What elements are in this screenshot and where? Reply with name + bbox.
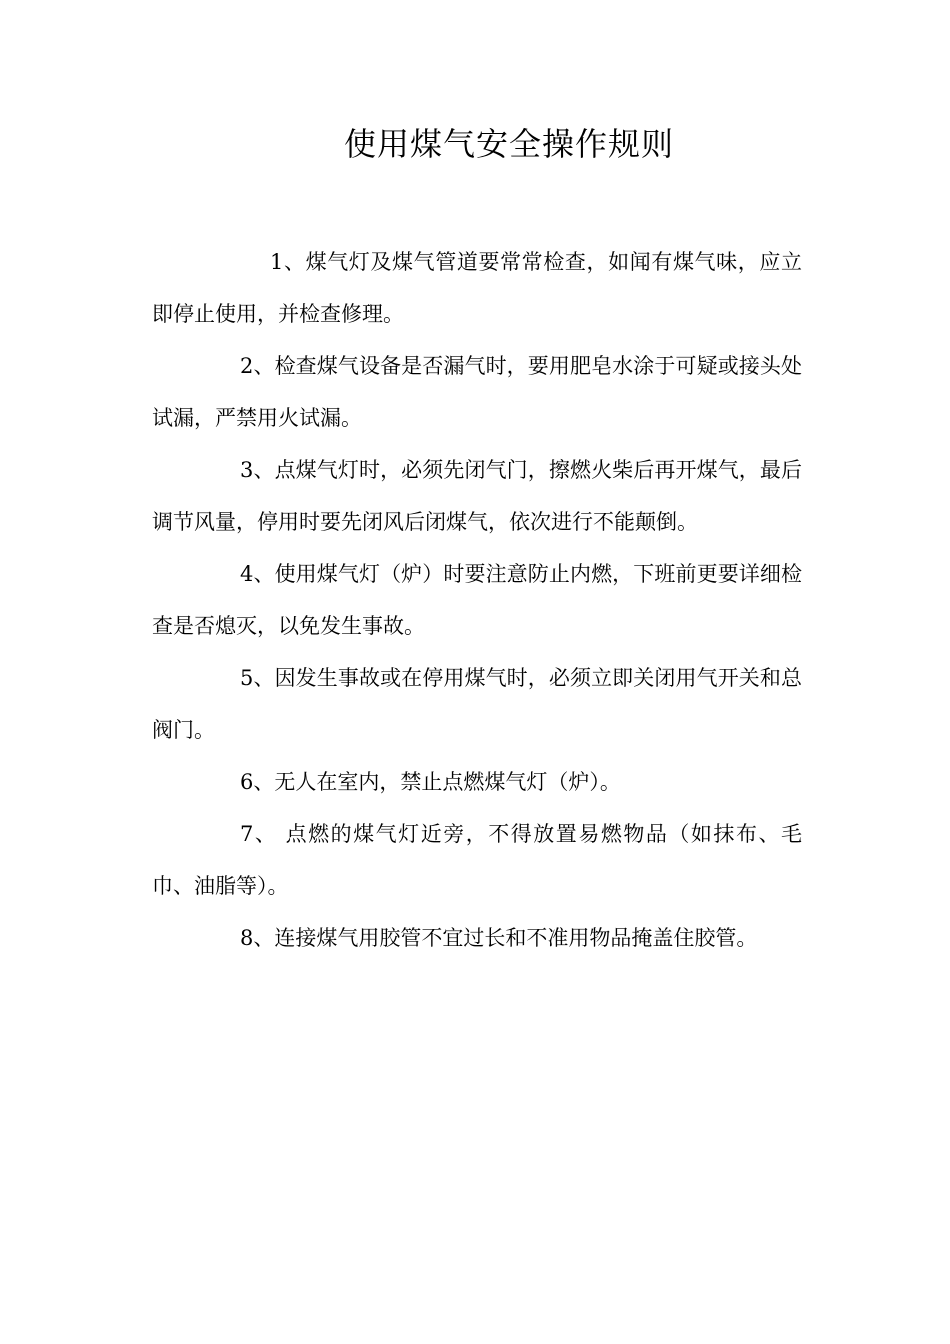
- rules-list: [152, 236, 802, 964]
- rule-item-2: 2、检查煤气设备是否漏气时，要用肥皂水涂于可疑或接头处试漏，严禁用火试漏。: [152, 354, 802, 430]
- rule-item-5: 5、因发生事故或在停用煤气时，必须立即关闭用气开关和总阀门。: [152, 666, 802, 742]
- rule-item-8: 8、连接煤气用胶管不宜过长和不准用物品掩盖住胶管。: [240, 926, 758, 950]
- rule-item-6: 6、无人在室内，禁止点燃煤气灯（炉）。: [240, 770, 621, 794]
- rule-item-3: 3、点煤气灯时，必须先闭气门，擦燃火柴后再开煤气，最后调节风量，停用时要先闭风后闭煤气，依次进行不能颠倒。: [152, 458, 802, 534]
- rule-item-1: 1、煤气灯及煤气管道要常常检查，如闻有煤气味，应立即停止使用，并检查修理。: [152, 250, 802, 326]
- rule-item-7: 7、 点燃的煤气灯近旁，不得放置易燃物品（如抹布、毛巾、油脂等）。: [152, 822, 802, 898]
- rule-item-4: 4、使用煤气灯（炉）时要注意防止内燃，下班前更要详细检查是否熄灭，以免发生事故。: [152, 562, 802, 638]
- document-title: 使用煤气安全操作规则: [343, 125, 674, 163]
